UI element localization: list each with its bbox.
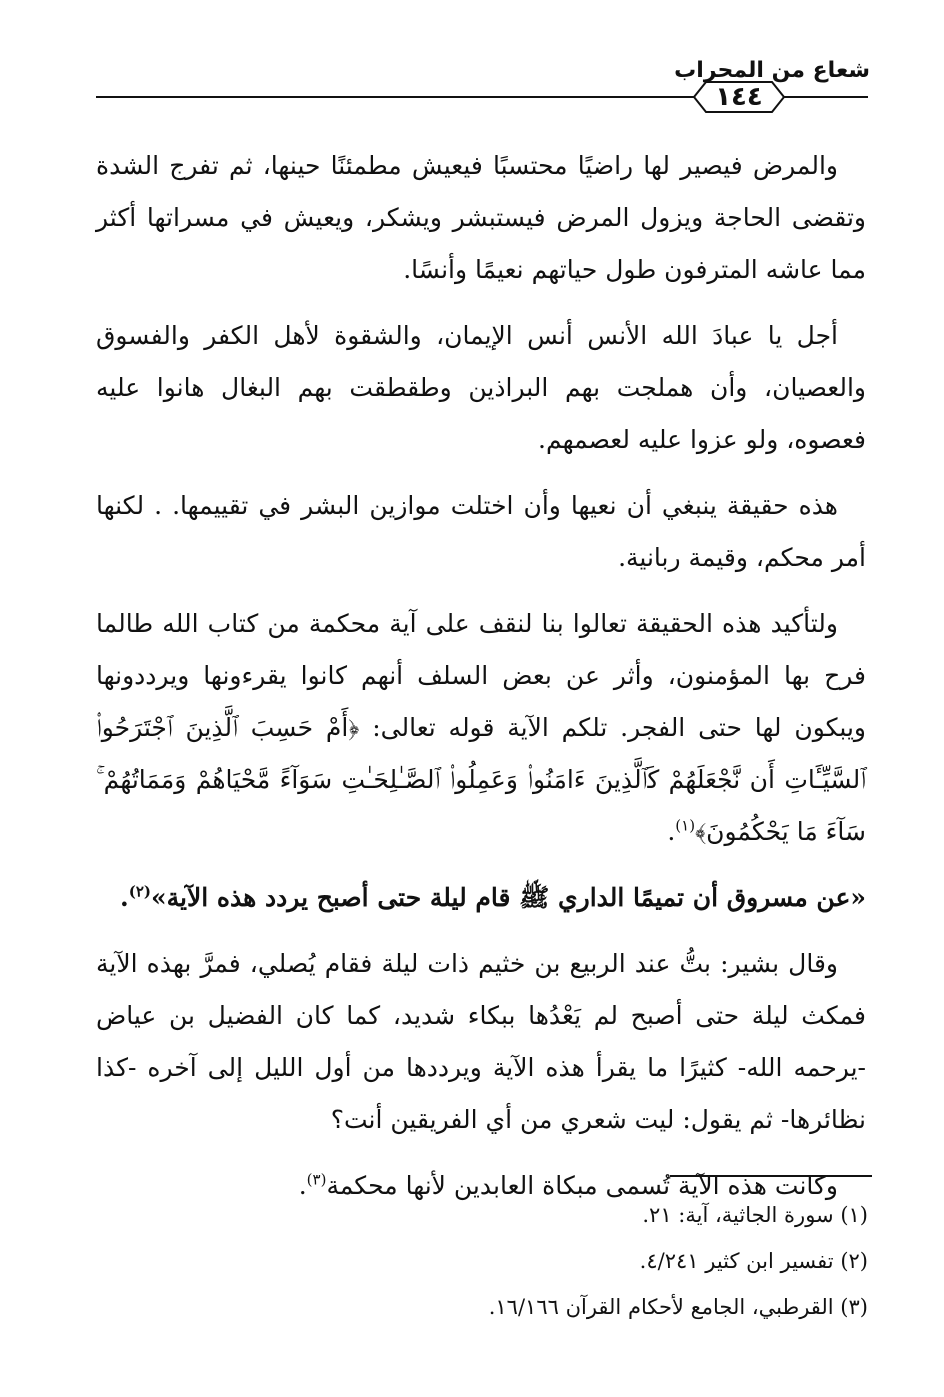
footnotes: [96, 1192, 868, 1330]
paragraph: وقال بشير: بتُّ عند الربيع بن خثيم ذات ليلة فقام يُصلي، فمرَّ بهذه الآية فمكث ليلة حتى أصبح لم يَعْدُها ببكاء شديد، كما كان الفضيل بن عياض -يرحمه الله- كثيرًا ما يقرأ هذه الآية ويرددها من أول الليل إلى آخره -كذا نظائرها- ثم يقول: ليت شعري من أي الفريقين أنت؟: [96, 949, 866, 1134]
running-title: شعاع من المحراب: [674, 58, 870, 83]
footnote: (٢) تفسير ابن كثير ٤/٢٤١.: [639, 1249, 868, 1273]
header-rule-ornament: [0, 0, 944, 120]
footnote-ref: (٣): [306, 1170, 327, 1189]
page-header: [0, 0, 944, 120]
footnote: (٣) القرطبي، الجامع لأحكام القرآن ١٦/١٦٦.: [488, 1295, 868, 1319]
paragraph: أجل يا عبادَ الله الأنس أنس الإيمان، والشقوة لأهل الكفر والفسوق والعصيان، وأن هملجت بهم البراذين وطقطقت بهم البغال هانوا عليه فعصوه، ولو عزوا عليه لعصمهم.: [96, 321, 866, 454]
paragraph: وكانت هذه الآية تُسمى مبكاة العابدين لأنها محكمة$^{(٣)}$.: [298, 1170, 838, 1200]
paragraph: هذه حقيقة ينبغي أن نعيها وأن اختلت موازين البشر في تقييمها. . لكنها أمر محكم، وقيمة ربانية.: [96, 491, 866, 572]
quote-paragraph: «عن مسروق أن تميمًا الداري ﷺ قام ليلة حتى أصبح يردد هذه الآية»$^{(٢)}$.: [120, 882, 866, 912]
paragraph: والمرض فيصير لها راضيًا محتسبًا فيعيش مطمئنًا حينها، ثم تفرج الشدة وتقضى الحاجة ويزول المرض فيستبشر ويشكر، ويعيش في مسراتها أكثر مما عاشه المترفون طول حياتهم نعيمًا وأنسًا.: [96, 151, 866, 284]
paragraph-with-verse: ولتأكيد هذه الحقيقة تعالوا بنا لنقف على آية محكمة من كتاب الله طالما فرح بها المؤمنون، وأثر عن بعض السلف أنهم كانوا يقرءونها ويرددونها ويبكون لها حتى الفجر. تلكم الآية قوله تعالى: ﴿أَمْ حَسِبَ ٱلَّذِينَ ٱجْتَرَحُوا۟ ٱلسَّيِّـَٔاتِ أَن نَّجْعَلَهُمْ كَٱلَّذِينَ ءَامَنُوا۟ وَعَمِلُوا۟ ٱلصَّـٰلِحَـٰتِ سَوَآءً مَّحْيَاهُمْ وَمَمَاتُهُمْ ۚ سَآءَ مَا يَحْكُمُونَ﴾$^{(١)}$.: [96, 609, 866, 846]
page-number: ١٤٤: [715, 82, 763, 112]
footnote-separator: [670, 1175, 872, 1177]
footnote: (١) سورة الجاثية، آية: ٢١.: [642, 1203, 868, 1227]
footnote-ref: (٢): [128, 882, 152, 901]
main-text: [96, 140, 866, 1226]
footnote-ref: (١): [675, 816, 696, 835]
